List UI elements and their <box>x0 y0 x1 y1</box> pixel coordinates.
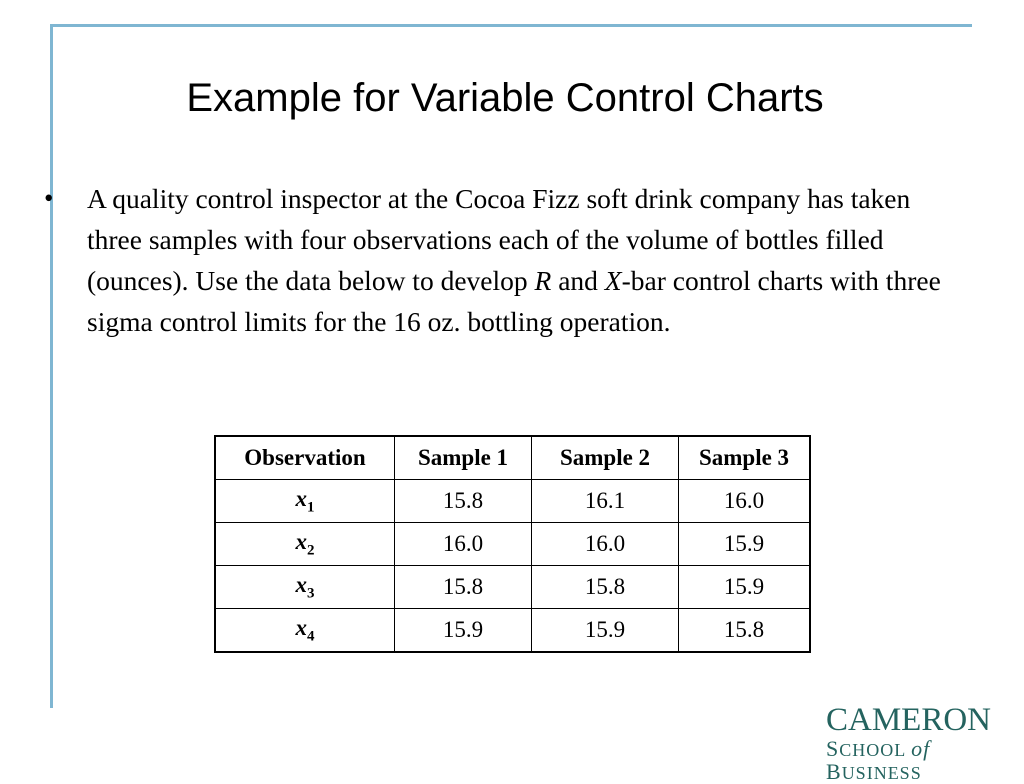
logo-subtitle: SCHOOL of BUSINESS <box>826 736 931 784</box>
header-sample-1: Sample 1 <box>395 436 532 480</box>
table-cell: 15.9 <box>532 609 679 653</box>
top-rule <box>50 24 972 27</box>
table-cell: 16.0 <box>395 523 532 566</box>
table-row <box>215 566 810 609</box>
bullet-text: A quality control inspector at the Cocoa Fizz soft drink company has taken three samples with four observations each of the volume of bottles filled (ounces). Use the data below to develop R and X-bar control charts with three sigma control limits for the 16 oz. bottling operation. <box>87 183 941 337</box>
table-cell: 15.8 <box>532 566 679 609</box>
observation-label: $x_3$ <box>215 566 395 609</box>
observation-label: $x_2$ <box>215 523 395 566</box>
header-observation: Observation <box>215 436 395 480</box>
table-cell: 15.8 <box>395 566 532 609</box>
table-cell: 15.8 <box>679 609 811 653</box>
observation-label: $x_4$ <box>215 609 395 653</box>
table-row <box>215 609 810 653</box>
observation-table <box>214 435 811 653</box>
table-row <box>215 480 810 523</box>
observation-label: $x_1$ <box>215 480 395 523</box>
table-cell: 16.0 <box>679 480 811 523</box>
slide-title: Example for Variable Control Charts <box>186 76 824 120</box>
table-cell: 15.9 <box>679 566 811 609</box>
header-sample-2: Sample 2 <box>532 436 679 480</box>
table-cell: 15.8 <box>395 480 532 523</box>
table-row <box>215 523 810 566</box>
left-rule <box>50 24 53 708</box>
table-cell: 16.0 <box>532 523 679 566</box>
table-cell: 15.9 <box>395 609 532 653</box>
table-cell: 15.9 <box>679 523 811 566</box>
cameron-logo <box>826 702 1010 784</box>
table-header-row <box>215 436 810 480</box>
bullet-icon: • <box>44 183 54 213</box>
table-cell: 16.1 <box>532 480 679 523</box>
header-sample-3: Sample 3 <box>679 436 811 480</box>
logo-wordmark: CAMERON <box>826 702 992 738</box>
